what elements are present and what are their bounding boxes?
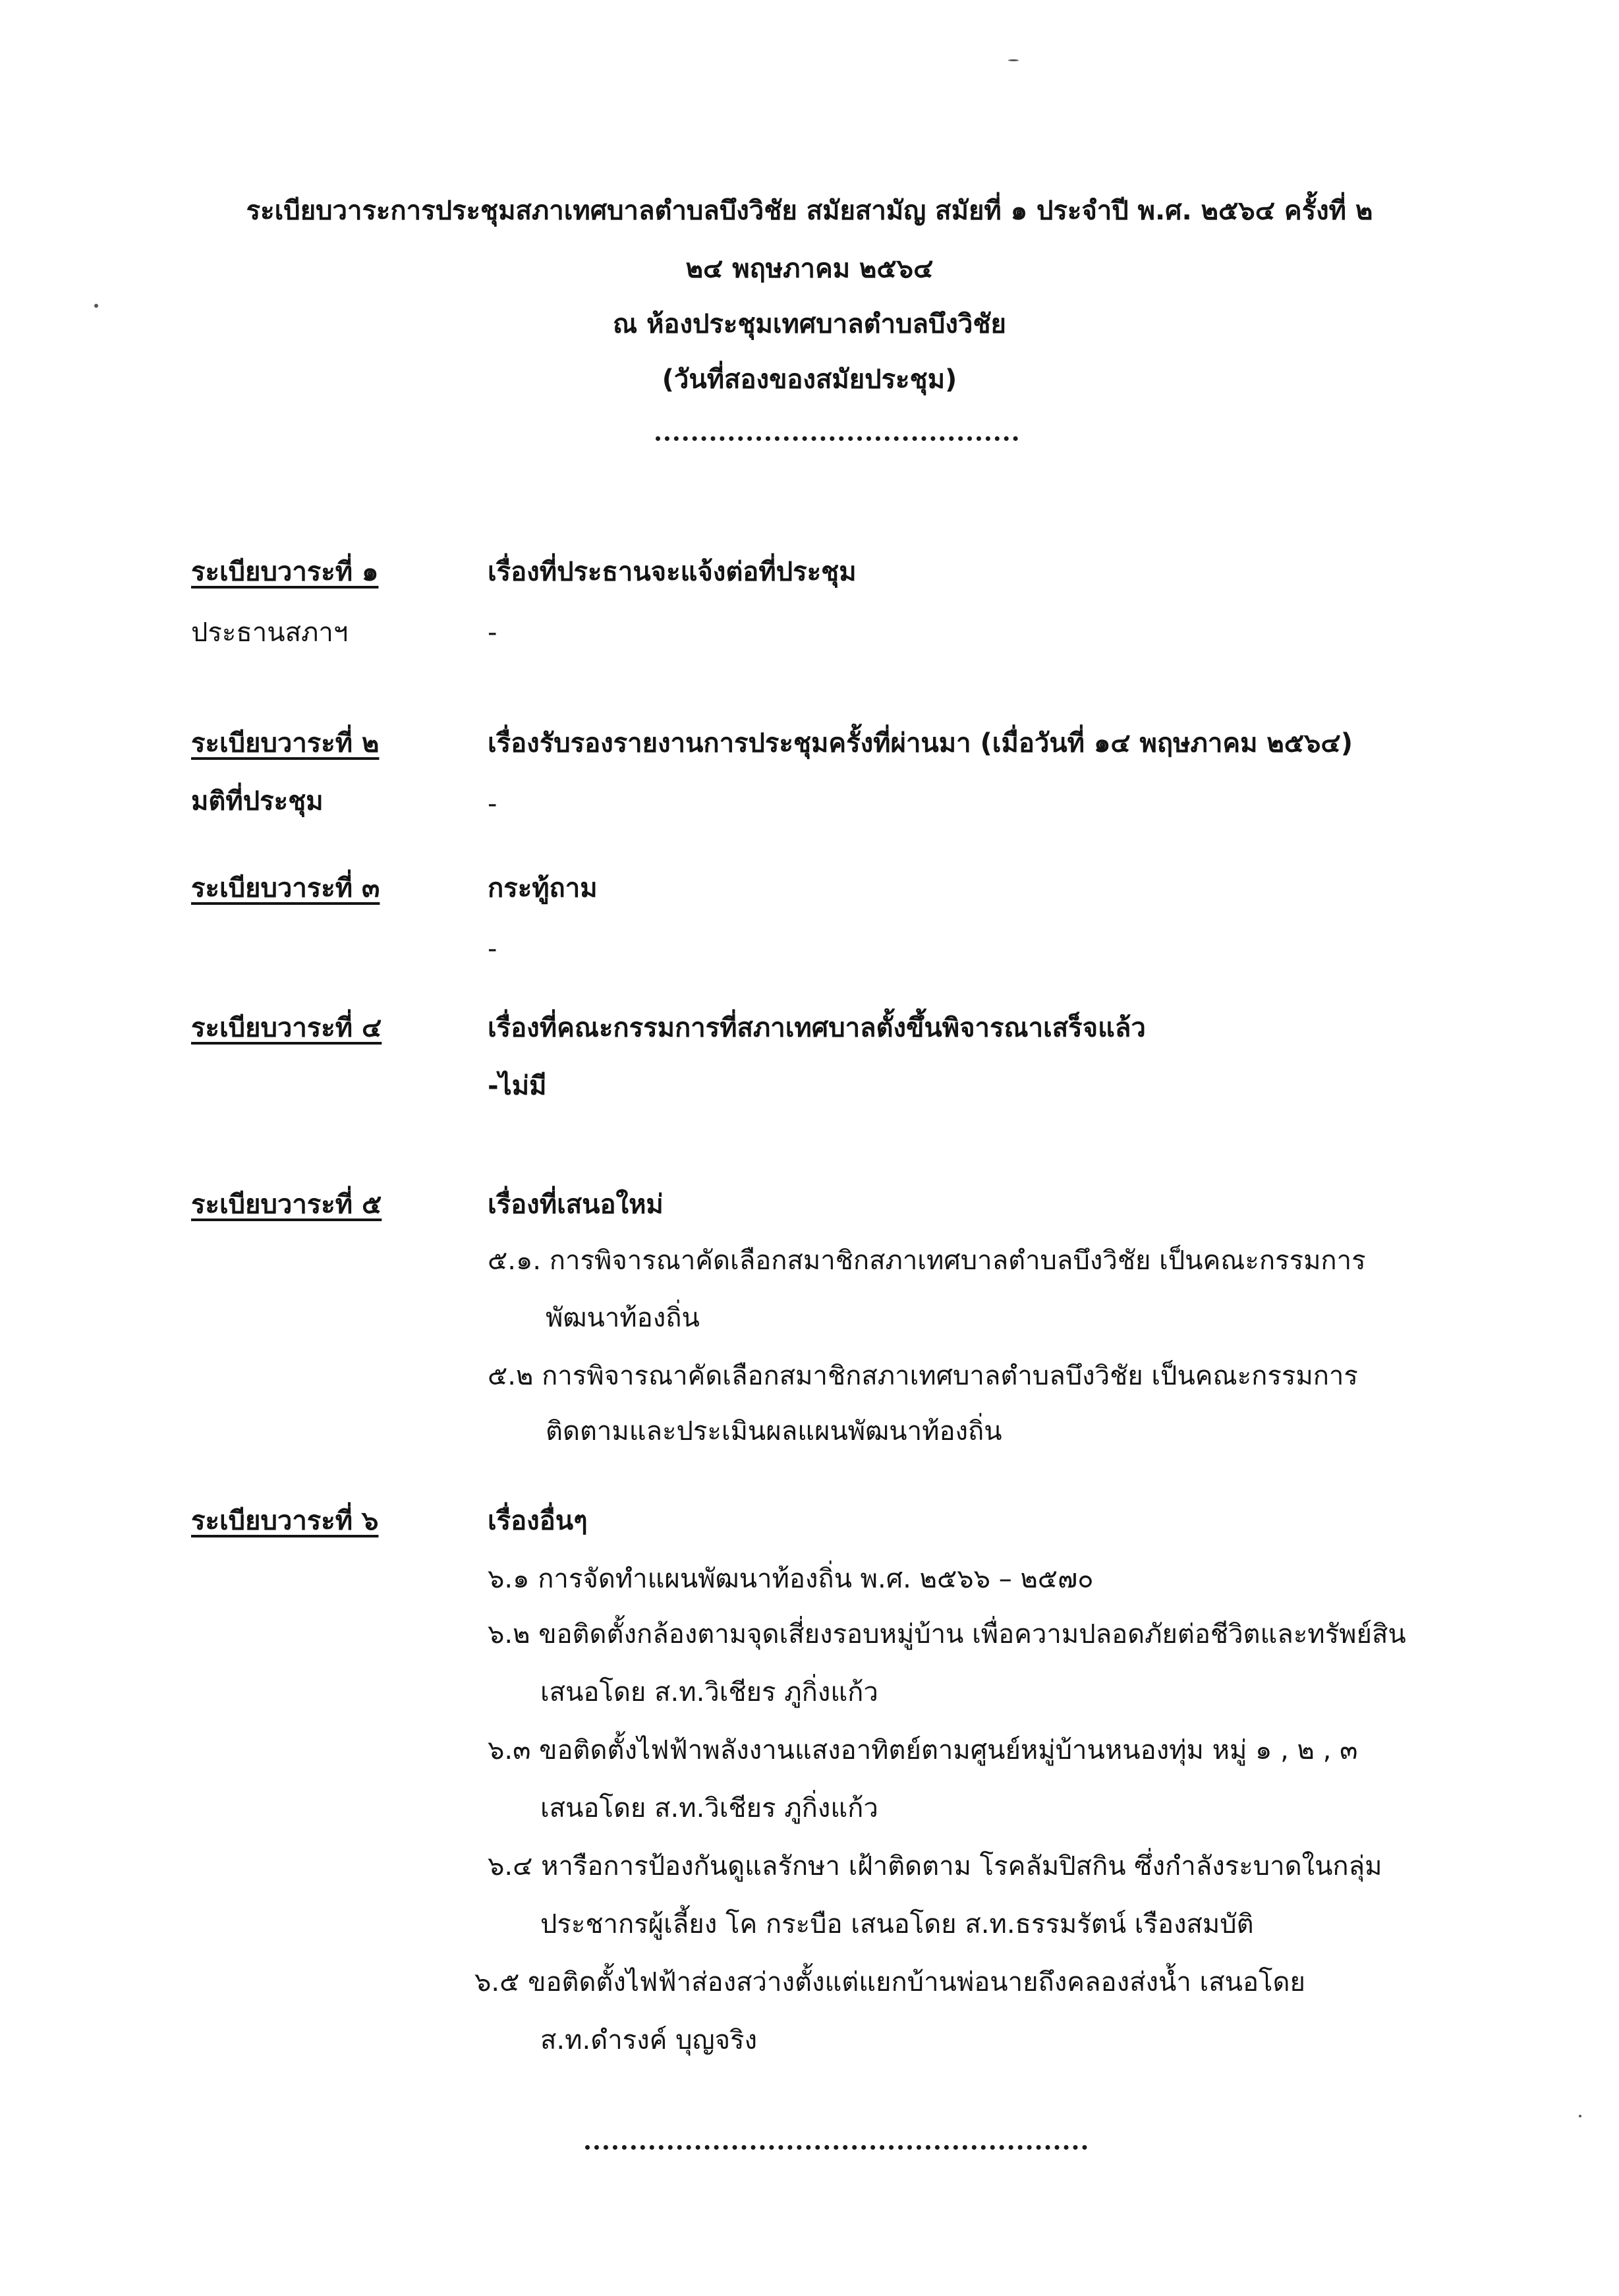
agenda-5-label: ระเบียบวาระที่ ๕ xyxy=(191,1190,382,1220)
header-session-note: (วันที่สองของสมัยประชุม) xyxy=(662,364,957,395)
agenda-2-detail: - xyxy=(488,789,497,819)
agenda-4-title: เรื่องที่คณะกรรมการที่สภาเทศบาลตั้งขึ้นพิจารณาเสร็จแล้ว xyxy=(488,1013,1146,1043)
agenda-6-item-5-line-1: ๖.๕ ขอติดตั้งไฟฟ้าส่องสว่างตั้งแต่แยกบ้านพ่อนายถึงคลองส่งน้ำ เสนอโดย xyxy=(474,1967,1305,1997)
header-title: ระเบียบวาระการประชุมสภาเทศบาลตำบลบึงวิชัย สมัยสามัญ สมัยที่ ๑ ประจำปี พ.ศ. ๒๕๖๔ ครั้งที่ ๒ xyxy=(246,196,1373,226)
agenda-5-item-2-line-2: ติดตามและประเมินผลแผนพัฒนาท้องถิ่น xyxy=(546,1416,1002,1447)
header-date: ๒๔ พฤษภาคม ๒๕๖๔ xyxy=(685,254,934,284)
scan-speck xyxy=(1008,59,1019,61)
agenda-5-title: เรื่องที่เสนอใหม่ xyxy=(488,1190,664,1220)
agenda-4-detail: -ไม่มี xyxy=(488,1071,547,1101)
agenda-6-item-2-line-2: เสนอโดย ส.ท.วิเชียร ภูกิ่งแก้ว xyxy=(540,1677,878,1708)
agenda-5-item-2-line-1: ๕.๒ การพิจารณาคัดเลือกสมาชิกสภาเทศบาลตำบลบึงวิชัย เป็นคณะกรรมการ xyxy=(488,1361,1358,1391)
agenda-5-item-1-line-2: พัฒนาท้องถิ่น xyxy=(546,1303,700,1333)
agenda-6-item-1-line-1: ๖.๑ การจัดทำแผนพัฒนาท้องถิ่น พ.ศ. ๒๕๖๖ – ๒๕๗๐ xyxy=(488,1564,1094,1594)
agenda-4-label: ระเบียบวาระที่ ๔ xyxy=(191,1013,382,1043)
agenda-2-sub-label: มติที่ประชุม xyxy=(191,786,324,817)
agenda-6-label: ระเบียบวาระที่ ๖ xyxy=(191,1506,379,1536)
agenda-1-detail: - xyxy=(488,617,497,648)
scan-speck xyxy=(1579,2115,1581,2117)
agenda-3-label: ระเบียบวาระที่ ๓ xyxy=(191,873,380,904)
agenda-6-item-4-line-1: ๖.๔ หารือการป้องกันดูแลรักษา เฝ้าติดตาม โรคลัมปิสกิน ซึ่งกำลังระบาดในกลุ่ม xyxy=(488,1851,1382,1881)
agenda-1-sub-label: ประธานสภาฯ xyxy=(191,617,349,648)
agenda-3-detail: - xyxy=(488,934,497,964)
agenda-6-item-2-line-1: ๖.๒ ขอติดตั้งกล้องตามจุดเสี่ยงรอบหมู่บ้าน เพื่อความปลอดภัยต่อชีวิตและทรัพย์สิน xyxy=(488,1619,1406,1650)
agenda-1-label: ระเบียบวาระที่ ๑ xyxy=(191,557,379,587)
scan-speck xyxy=(94,304,98,308)
agenda-6-title: เรื่องอื่นๆ xyxy=(488,1506,588,1536)
agenda-5-item-1-line-1: ๕.๑. การพิจารณาคัดเลือกสมาชิกสภาเทศบาลตำบลบึงวิชัย เป็นคณะกรรมการ xyxy=(488,1246,1366,1276)
agenda-6-item-4-line-2: ประชากรผู้เลี้ยง โค กระบือ เสนอโดย ส.ท.ธรรมรัตน์ เรืองสมบัติ xyxy=(540,1909,1254,1939)
header-dotted-separator xyxy=(656,430,1018,441)
agenda-6-item-5-line-2: ส.ท.ดำรงค์ บุญจริง xyxy=(540,2025,758,2055)
agenda-2-title: เรื่องรับรองรายงานการประชุมครั้งที่ผ่านมา (เมื่อวันที่ ๑๔ พฤษภาคม ๒๕๖๔) xyxy=(488,728,1353,759)
agenda-6-item-3-line-1: ๖.๓ ขอติดตั้งไฟฟ้าพลังงานแสงอาทิตย์ตามศูนย์หมู่บ้านหนองทุ่ม หมู่ ๑ , ๒ , ๓ xyxy=(488,1735,1358,1765)
agenda-6-item-3-line-2: เสนอโดย ส.ท.วิเชียร ภูกิ่งแก้ว xyxy=(540,1793,878,1823)
agenda-2-label: ระเบียบวาระที่ ๒ xyxy=(191,728,380,759)
agenda-3-title: กระทู้ถาม xyxy=(488,873,598,904)
header-venue: ณ ห้องประชุมเทศบาลตำบลบึงวิชัย xyxy=(613,309,1006,339)
footer-dotted-separator xyxy=(585,2138,1087,2150)
agenda-1-title: เรื่องที่ประธานจะแจ้งต่อที่ประชุม xyxy=(488,557,857,587)
